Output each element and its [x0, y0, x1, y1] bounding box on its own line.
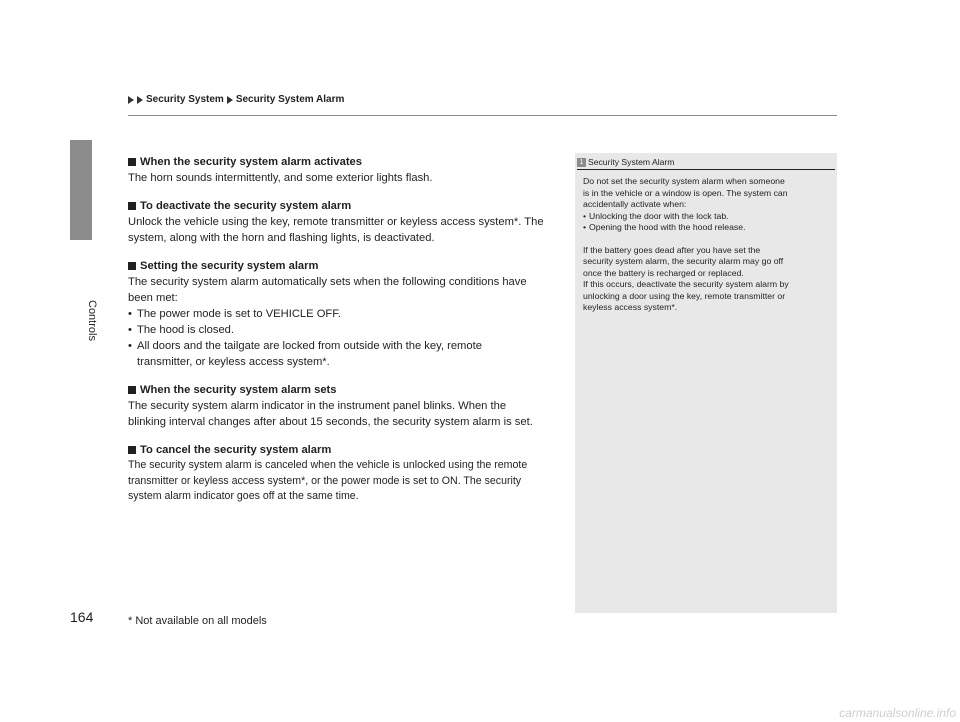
body-text: The horn sounds intermittently, and some exterior lights flash.	[128, 172, 433, 184]
body-text: Unlock the vehicle using the key, remote transmitter or keyless access system*. The	[128, 216, 544, 228]
breadcrumb-item-security-system-alarm[interactable]: Security System Alarm	[235, 94, 345, 105]
list-item-continuation: transmitter, or keyless access system*.	[137, 356, 330, 368]
note-text: security system alarm, the security alarm may go off	[583, 256, 784, 266]
header-divider	[128, 115, 837, 116]
breadcrumb-arrow-icon	[128, 96, 134, 104]
breadcrumb-item-security-system[interactable]: Security System	[146, 94, 224, 105]
body-text: system alarm indicator goes off at the same time.	[128, 490, 359, 502]
body-text: The security system alarm indicator in the instrument panel blinks. When the	[128, 400, 507, 412]
note-text: accidentally activate when:	[583, 199, 687, 209]
note-text: is in the vehicle or a window is open. The system can	[583, 187, 788, 198]
square-bullet-icon	[128, 202, 136, 210]
bullet-icon: •	[583, 222, 587, 232]
square-bullet-icon	[128, 386, 136, 394]
note-number-icon: 1	[577, 158, 586, 167]
body-text: been met:	[128, 292, 178, 304]
bullet-icon: •	[583, 210, 587, 221]
list-item: • The hood is closed.	[128, 322, 568, 338]
main-content	[128, 154, 568, 505]
note-text: keyless access system*.	[583, 302, 678, 312]
body-text: The security system alarm is canceled when the vehicle is unlocked using the remote	[128, 459, 528, 471]
note-body	[583, 176, 831, 314]
note-divider	[577, 169, 835, 170]
section-heading: To cancel the security system alarm	[128, 442, 568, 458]
square-bullet-icon	[128, 262, 136, 270]
note-text: once the battery is recharged or replaced.	[583, 267, 744, 278]
note-title: Security System Alarm	[588, 157, 675, 167]
breadcrumb-arrow-icon	[227, 96, 233, 104]
condition-list	[128, 306, 568, 354]
breadcrumb-arrow-icon	[137, 96, 143, 104]
note-header	[577, 157, 837, 167]
body-text: The security system alarm automatically sets when the following conditions have	[128, 276, 527, 288]
square-bullet-icon	[128, 158, 136, 166]
square-bullet-icon	[128, 446, 136, 454]
page-number: 164	[70, 609, 94, 625]
list-item: • All doors and the tailgate are locked from outside with the key, remote	[128, 338, 568, 354]
note-text: unlocking a door using the key, remote transmitter or	[583, 290, 786, 301]
body-text: system, along with the horn and flashing lights, is deactivated.	[128, 232, 435, 244]
note-text: If this occurs, deactivate the security system alarm by	[583, 279, 789, 289]
body-text: blinking interval changes after about 15 seconds, the security system alarm is set.	[128, 416, 533, 428]
section-heading: Setting the security system alarm	[128, 258, 568, 274]
section-heading: To deactivate the security system alarm	[128, 198, 568, 214]
section-label: Controls	[86, 300, 98, 341]
section-heading: When the security system alarm sets	[128, 382, 568, 398]
body-text: transmitter or keyless access system*, or the power mode is set to ON. The security	[128, 474, 522, 487]
section-heading: When the security system alarm activates	[128, 154, 568, 170]
list-item: • The power mode is set to VEHICLE OFF.	[128, 306, 568, 322]
breadcrumb	[128, 94, 344, 105]
footnote: * Not available on all models	[128, 615, 267, 627]
note-text: Do not set the security system alarm when someone	[583, 176, 785, 186]
note-bullet: • Opening the hood with the hood release.	[583, 222, 746, 232]
watermark: carmanualsonline.info	[839, 706, 956, 720]
section-tab	[70, 140, 92, 240]
note-bullet: • Unlocking the door with the lock tab.	[583, 210, 729, 221]
note-text: If the battery goes dead after you have set the	[583, 244, 761, 255]
